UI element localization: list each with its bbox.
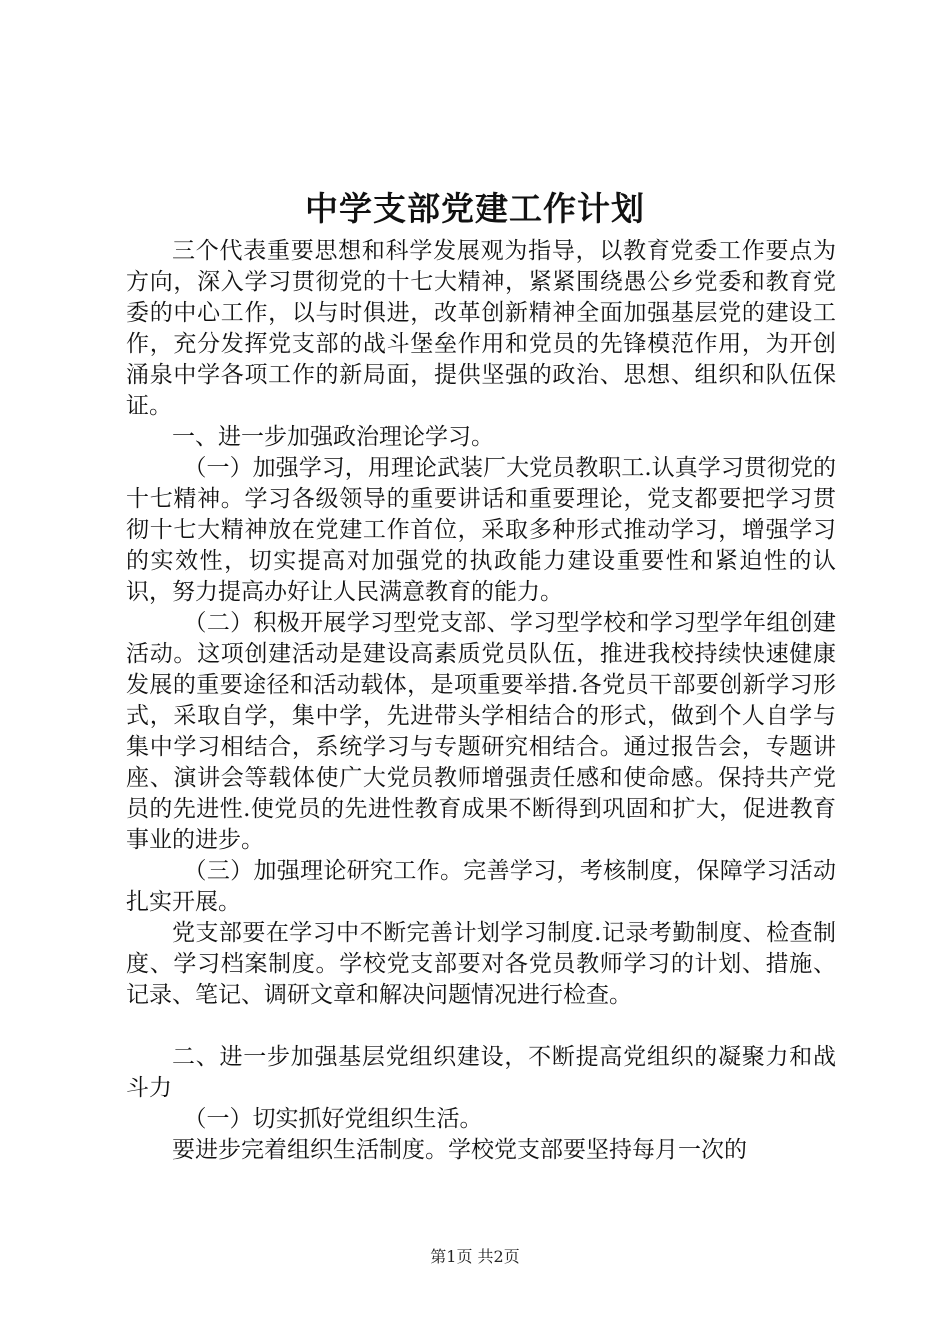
section-heading-1: 一、进一步加强政治理论学习。 [172,424,494,450]
document-title: 中学支部党建工作计划 [305,189,645,228]
blank-line [126,1011,836,1042]
subsection-1-3: （三）加强理论研究工作。完善学习，考核制度，保障学习活动扎实开展。 [126,858,836,915]
paragraph-intro: 三个代表重要思想和科学发展观为指导，以教育党委工作要点为方向，深入学习贯彻党的十七大精神，紧紧围绕愚公乡党委和教育党委的中心工作，以与时俱进，改革创新精神全面加强基层党的建设工作，充分发挥党支部的战斗堡垒作用和党员的先锋模范作用，为开创涌泉中学各项工作的新局面，提供坚强的政治、思想、组织和队伍保证。 [126,238,836,419]
section-heading-2: 二、进一步加强基层党组织建设，不断提高党组织的凝聚力和战斗力 [126,1044,836,1101]
paragraph-org-life: 要进步完着组织生活制度。学校党支部要坚持每月一次的 [172,1137,747,1163]
subsection-1-2: （二）积极开展学习型党支部、学习型学校和学习型学年组创建活动。这项创建活动是建设高素质党员队伍，推进我校持续快速健康发展的重要途径和活动载体，是项重要举措.各党员干部要创新学习形式，采取自学，集中学，先进带头学相结合的形式，做到个人自学与集中学习相结合，系统学习与专题研究相结合。通过报告会，专题讲座、演讲会等载体使广大党员教师增强责任感和使命感。保持共产党员的先进性.使党员的先进性教育成果不断得到巩固和扩大，促进教育事业的进步。 [126,610,836,853]
document-body [126,236,836,1166]
subsection-1-1: （一）加强学习，用理论武装厂大党员教职工.认真学习贯彻党的十七精神。学习各级领导的重要讲话和重要理论，党支都要把学习贯彻十七大精神放在党建工作首位，采取多种形式推动学习，增强学习的实效性，切实提高对加强党的执政能力建设重要性和紧迫性的认识，努力提高办好让人民满意教育的能力。 [126,455,836,605]
subsection-2-1: （一）切实抓好党组织生活。 [183,1106,483,1132]
page-footer: 第1页 共2页 [430,1247,520,1266]
paragraph-study-system: 党支部要在学习中不断完善计划学习制度.记录考勤制度、检查制度、学习档案制度。学校党支部要对各党员教师学习的计划、措施、记录、笔记、调研文章和解决问题情况进行检查。 [126,920,836,1008]
